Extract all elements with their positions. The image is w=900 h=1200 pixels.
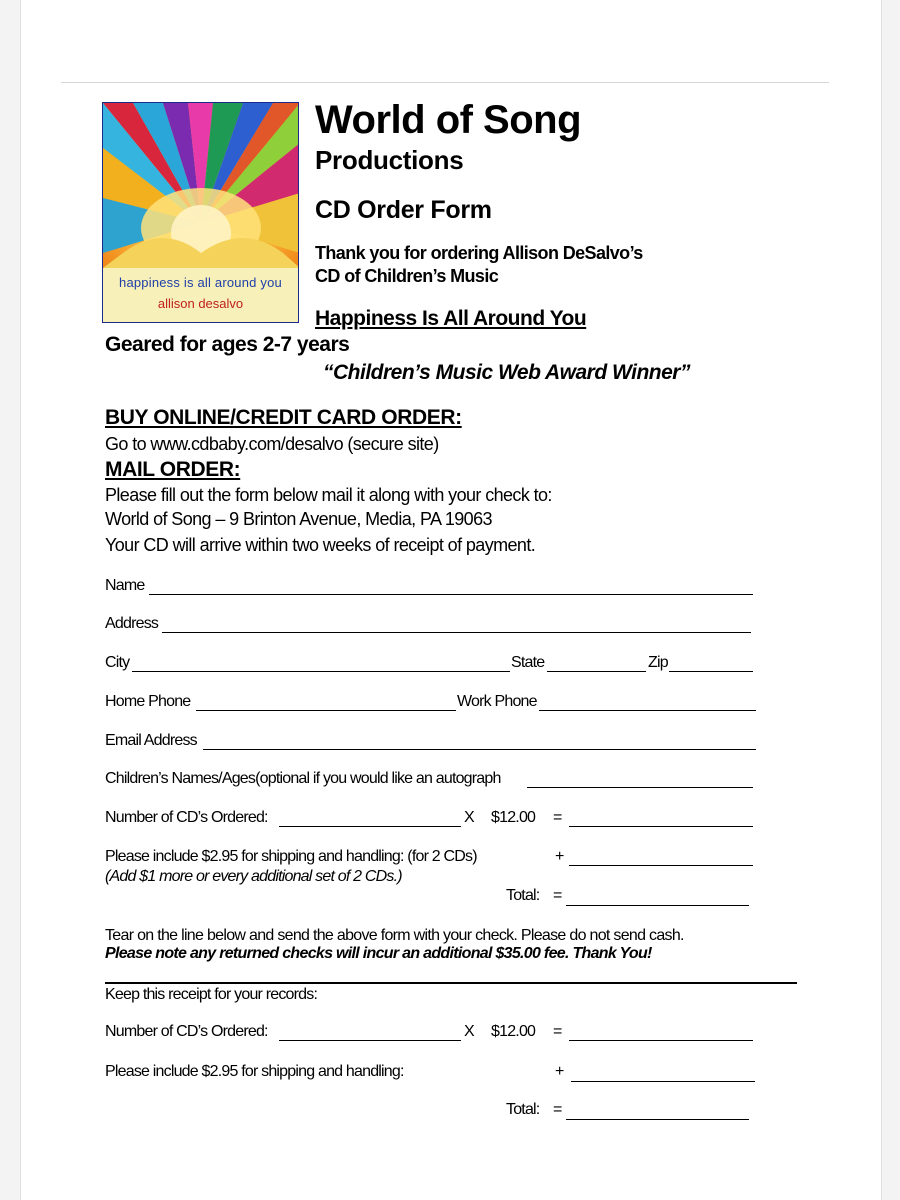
award-text: “Children’s Music Web Award Winner” (323, 361, 690, 384)
num-cds-field[interactable] (279, 826, 461, 827)
state-field[interactable] (547, 671, 646, 672)
receipt-shipping-label: Please include $2.95 for shipping and handling: (105, 1063, 404, 1080)
receipt-shipping-field[interactable] (571, 1081, 755, 1082)
city-label: City (105, 654, 130, 671)
receipt-subtotal-field[interactable] (569, 1040, 753, 1041)
album-cover-image (102, 102, 299, 323)
work-phone-field[interactable] (539, 710, 756, 711)
home-phone-field[interactable] (196, 710, 456, 711)
cover-title-text: happiness is all around you (119, 275, 282, 290)
cover-artist-text: allison desalvo (157, 296, 244, 311)
email-field[interactable] (203, 749, 756, 750)
city-field[interactable] (132, 671, 510, 672)
subtotal-field[interactable] (569, 826, 753, 827)
thanks-line-1: Thank you for ordering Allison DeSalvo’s (315, 243, 643, 263)
age-range: Geared for ages 2-7 years (105, 333, 350, 356)
online-order-heading: BUY ONLINE/CREDIT CARD ORDER: (105, 406, 462, 429)
cd-price: $12.00 (491, 809, 536, 826)
receipt-total-label: Total: (506, 1101, 540, 1118)
total-label: Total: (506, 887, 540, 904)
email-label: Email Address (105, 732, 197, 749)
address-field[interactable] (162, 632, 751, 633)
zip-field[interactable] (669, 671, 753, 672)
receipt-plus-sign: + (555, 1063, 564, 1080)
document-page (20, 0, 882, 1200)
address-label: Address (105, 615, 159, 632)
zip-label: Zip (648, 654, 668, 671)
receipt-total-equals-sign: = (553, 1101, 562, 1118)
home-phone-label: Home Phone (105, 693, 191, 710)
shipping-label: Please include $2.95 for shipping and handling: (for 2 CDs) (105, 848, 477, 865)
receipt-equals-sign: = (553, 1023, 562, 1040)
tear-instructions: Tear on the line below and send the above form with your check. Please do not send cash. (105, 927, 684, 944)
receipt-cd-price: $12.00 (491, 1023, 536, 1040)
name-field[interactable] (149, 594, 753, 595)
state-label: State (511, 654, 545, 671)
total-field[interactable] (566, 905, 749, 906)
cd-title: Happiness Is All Around You (315, 307, 587, 330)
times-sign: X (464, 809, 474, 826)
top-divider (61, 82, 829, 83)
children-field[interactable] (527, 787, 753, 788)
mail-order-line-1: Please fill out the form below mail it along with your check to: (105, 485, 552, 505)
mail-order-line-3: Your CD will arrive within two weeks of receipt of payment. (105, 535, 536, 555)
name-label: Name (105, 577, 145, 594)
mail-order-heading: MAIL ORDER: (105, 458, 241, 481)
mail-order-address: World of Song – 9 Brinton Avenue, Media, PA 19063 (105, 509, 492, 529)
page-subtitle: Productions (315, 145, 464, 175)
returned-check-note: Please note any returned checks will incur an additional $35.00 fee. Thank You! (105, 945, 652, 962)
receipt-total-field[interactable] (566, 1119, 749, 1120)
num-cds-label: Number of CD’s Ordered: (105, 809, 268, 826)
tear-line (105, 982, 797, 984)
shipping-note: (Add $1 more or every additional set of 2 CDs.) (105, 868, 402, 885)
receipt-num-cds-field[interactable] (279, 1040, 461, 1041)
page-title: World of Song (315, 98, 582, 142)
receipt-heading: Keep this receipt for your records: (105, 986, 318, 1003)
online-order-text: Go to www.cdbaby.com/desalvo (secure site) (105, 434, 439, 454)
receipt-num-cds-label: Number of CD’s Ordered: (105, 1023, 268, 1040)
form-title: CD Order Form (315, 196, 492, 224)
children-label: Children’s Names/Ages(optional if you would like an autograph (105, 770, 501, 787)
total-equals-sign: = (553, 887, 562, 904)
equals-sign: = (553, 809, 562, 826)
thanks-line-2: CD of Children’s Music (315, 266, 499, 286)
album-art-graphic (103, 103, 299, 323)
plus-sign: + (555, 848, 564, 865)
work-phone-label: Work Phone (457, 693, 537, 710)
receipt-times-sign: X (464, 1023, 474, 1040)
shipping-field[interactable] (569, 865, 753, 866)
